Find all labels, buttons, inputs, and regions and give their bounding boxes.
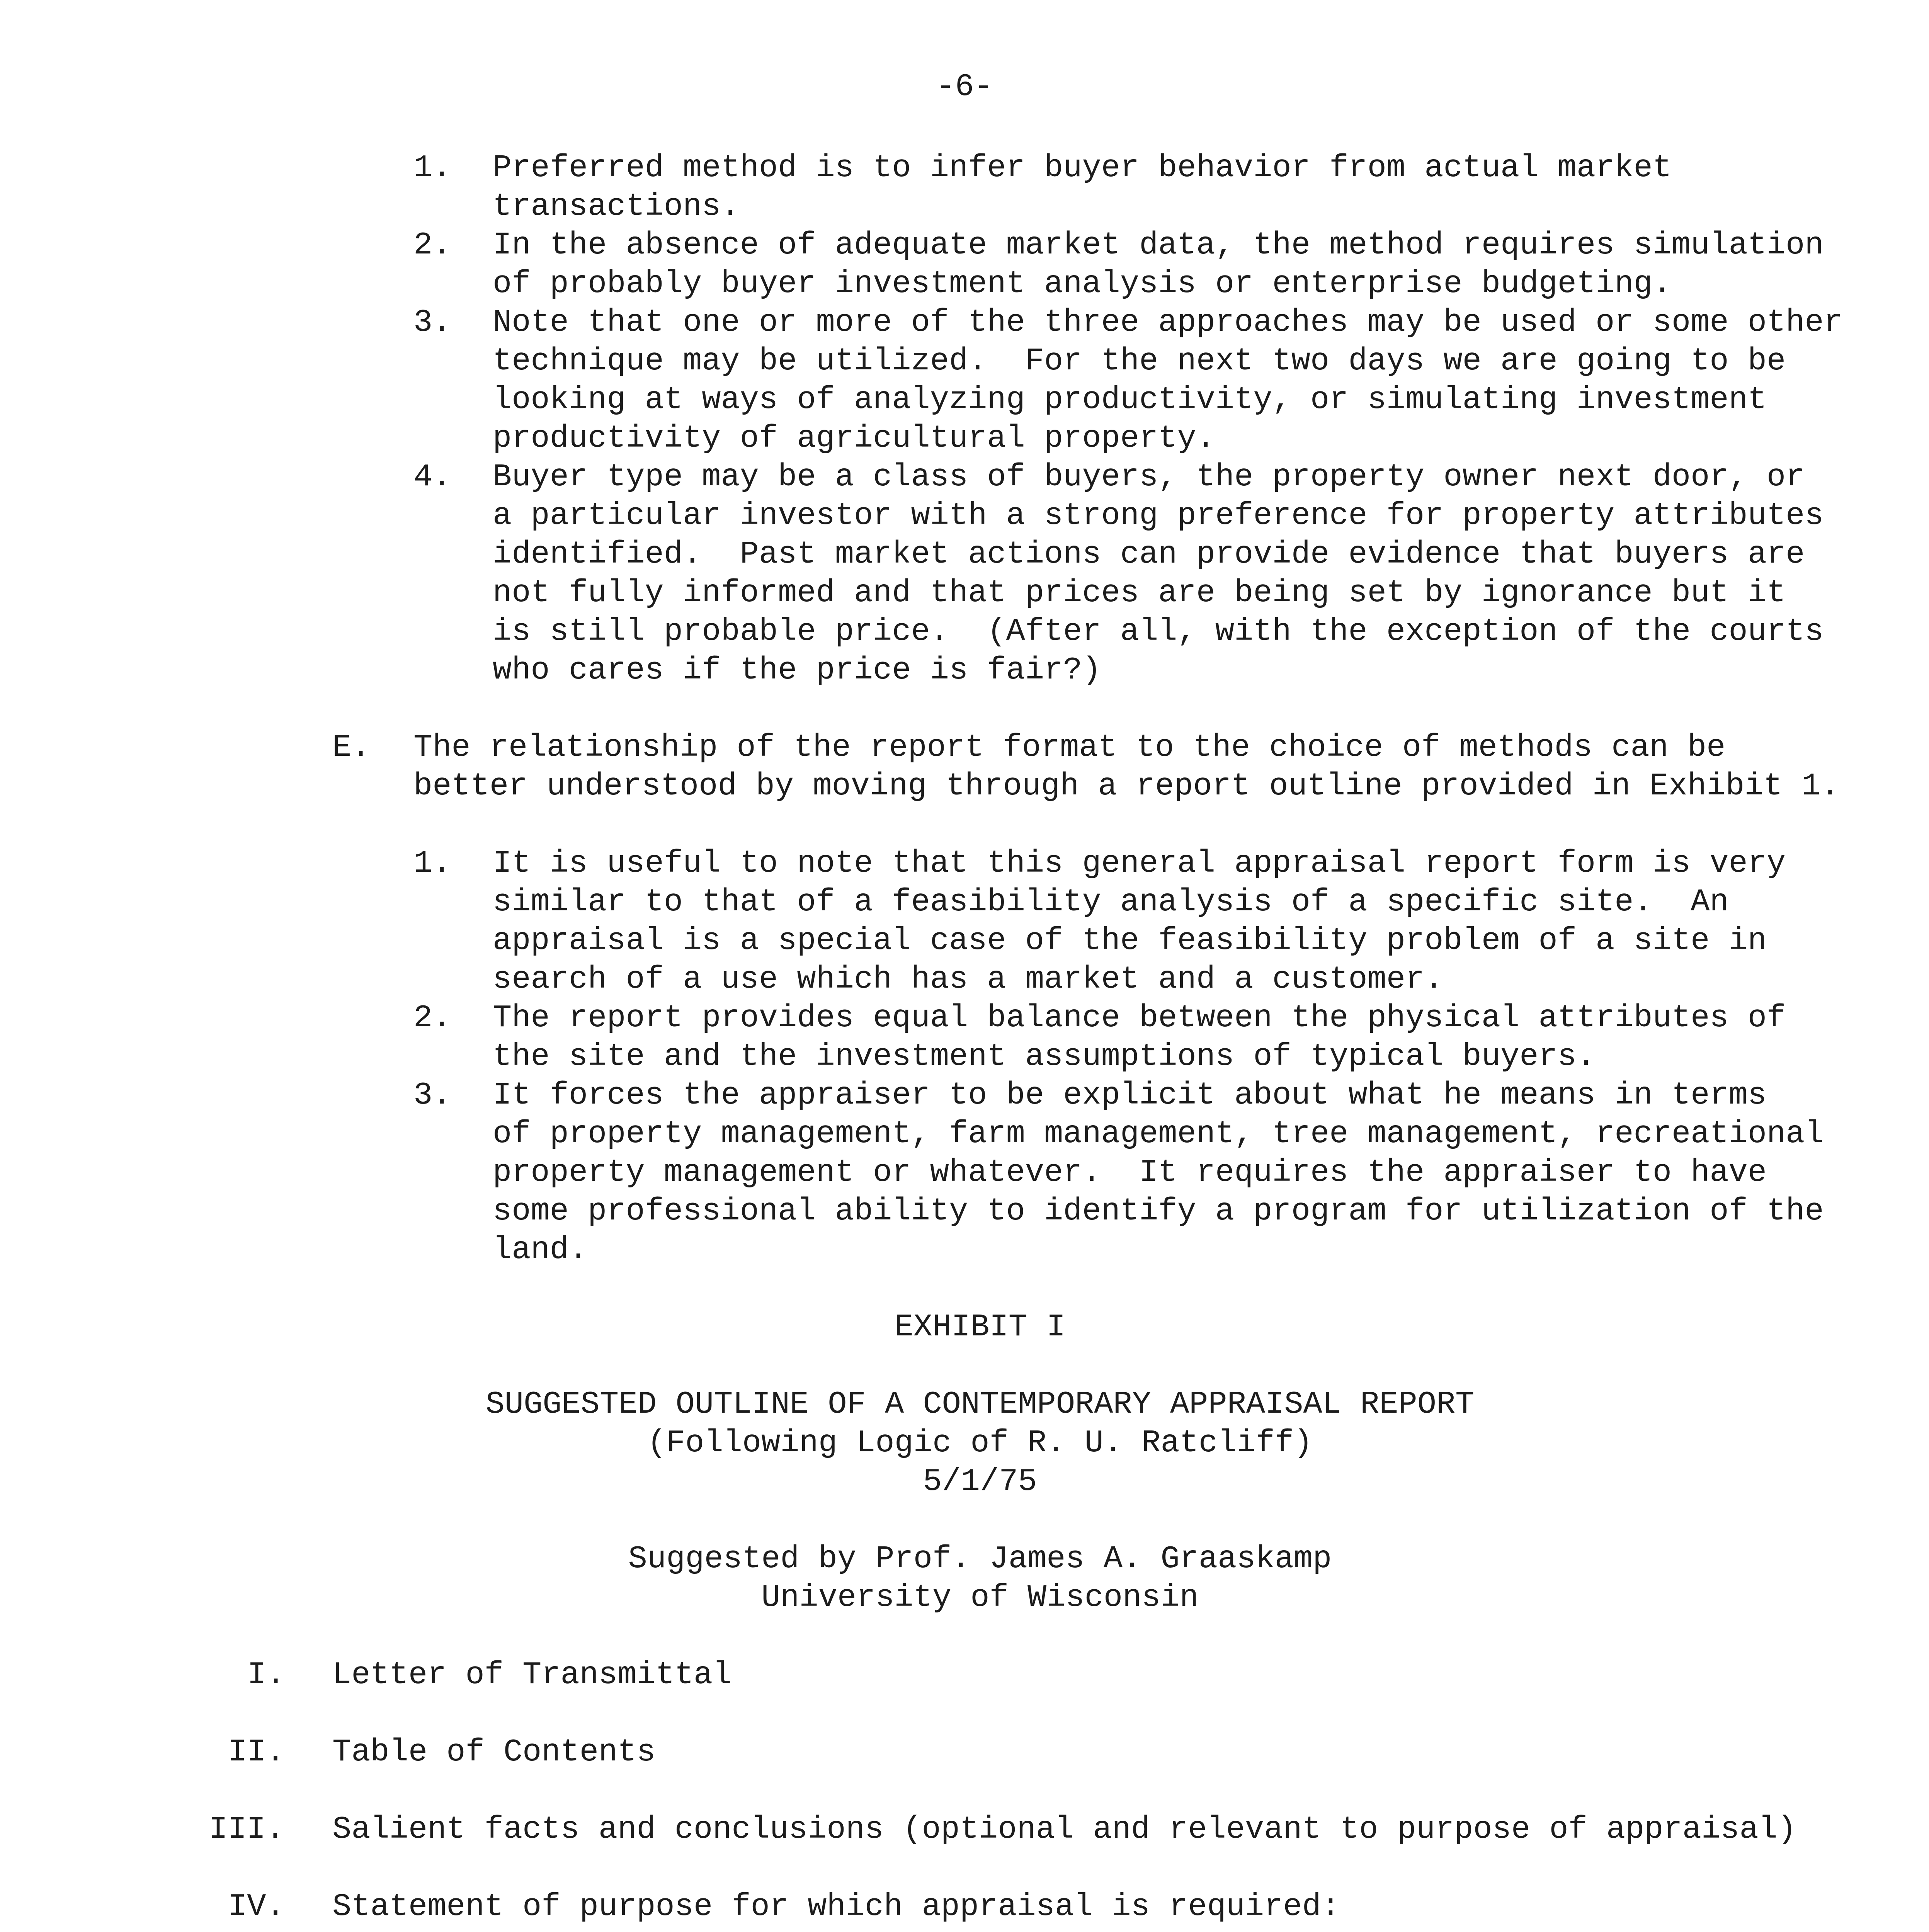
list-number: 3. <box>413 304 452 340</box>
exhibit-subtitle: (Following Logic of R. U. Ratcliff) <box>647 1425 1313 1461</box>
list-item-line: technique may be utilized. For the next two days we are going to be <box>493 343 1786 379</box>
list-number: 2. <box>413 227 452 263</box>
list-item-line: who cares if the price is fair?) <box>493 652 1101 688</box>
list-number: 3. <box>413 1077 452 1113</box>
exhibit-affiliation: University of Wisconsin <box>761 1580 1199 1616</box>
list-item-line: Note that one or more of the three approaches may be used or some other <box>493 304 1843 340</box>
outline-number: IV. <box>228 1889 285 1925</box>
section-letter: E. <box>332 730 371 765</box>
outline-item: Salient facts and conclusions (optional and relevant to purpose of appraisal) <box>332 1811 1797 1847</box>
list-item-line: is still probable price. (After all, with the exception of the courts <box>493 614 1824 650</box>
list-item-line: Buyer type may be a class of buyers, the property owner next door, or <box>493 459 1805 495</box>
list-number: 1. <box>413 845 452 881</box>
list-item-line: The report provides equal balance between the physical attributes of <box>493 1000 1786 1036</box>
list-number: 1. <box>413 150 452 186</box>
page-number: -6- <box>936 69 993 105</box>
list-number: 4. <box>413 459 452 495</box>
list-item-line: land. <box>493 1232 588 1268</box>
list-item-line: property management or whatever. It requires the appraiser to have <box>493 1155 1767 1190</box>
list-item-line: looking at ways of analyzing productivity, or simulating investment <box>493 382 1767 418</box>
outline-number: II. <box>228 1734 285 1770</box>
exhibit-date: 5/1/75 <box>923 1464 1037 1500</box>
list-item-line: It forces the appraiser to be explicit about what he means in terms <box>493 1077 1767 1113</box>
list-item-line: identified. Past market actions can provide evidence that buyers are <box>493 536 1805 572</box>
exhibit-title: SUGGESTED OUTLINE OF A CONTEMPORARY APPRAISAL REPORT <box>485 1386 1475 1422</box>
list-item-line: some professional ability to identify a program for utilization of the <box>493 1193 1824 1229</box>
list-item-line: search of a use which has a market and a customer. <box>493 961 1444 997</box>
exhibit-author: Suggested by Prof. James A. Graaskamp <box>628 1541 1332 1577</box>
list-item-line: of property management, farm management, tree management, recreational <box>493 1116 1824 1152</box>
outline-number: III. <box>209 1811 285 1847</box>
list-item-line: It is useful to note that this general appraisal report form is very <box>493 845 1786 881</box>
list-item-line: not fully informed and that prices are being set by ignorance but it <box>493 575 1786 611</box>
list-item-line: In the absence of adequate market data, the method requires simulation <box>493 227 1824 263</box>
section-line: The relationship of the report format to the choice of methods can be <box>413 730 1726 765</box>
list-item-line: appraisal is a special case of the feasibility problem of a site in <box>493 923 1767 959</box>
list-number: 2. <box>413 1000 452 1036</box>
outline-number: I. <box>247 1657 286 1693</box>
section-line: better understood by moving through a report outline provided in Exhibit 1. <box>413 768 1840 804</box>
list-item-line: Preferred method is to infer buyer behavior from actual market <box>493 150 1672 186</box>
list-item-line: a particular investor with a strong preference for property attributes <box>493 498 1824 534</box>
outline-item: Statement of purpose for which appraisal is required: <box>332 1889 1340 1925</box>
list-item-line: the site and the investment assumptions of typical buyers. <box>493 1039 1596 1075</box>
list-item-line: transactions. <box>493 189 740 224</box>
list-item-line: productivity of agricultural property. <box>493 420 1215 456</box>
list-item-line: of probably buyer investment analysis or enterprise budgeting. <box>493 266 1672 302</box>
list-item-line: similar to that of a feasibility analysis of a specific site. An <box>493 884 1729 920</box>
outline-item: Letter of Transmittal <box>332 1657 732 1693</box>
outline-item: Table of Contents <box>332 1734 656 1770</box>
exhibit-heading: EXHIBIT I <box>894 1309 1066 1345</box>
